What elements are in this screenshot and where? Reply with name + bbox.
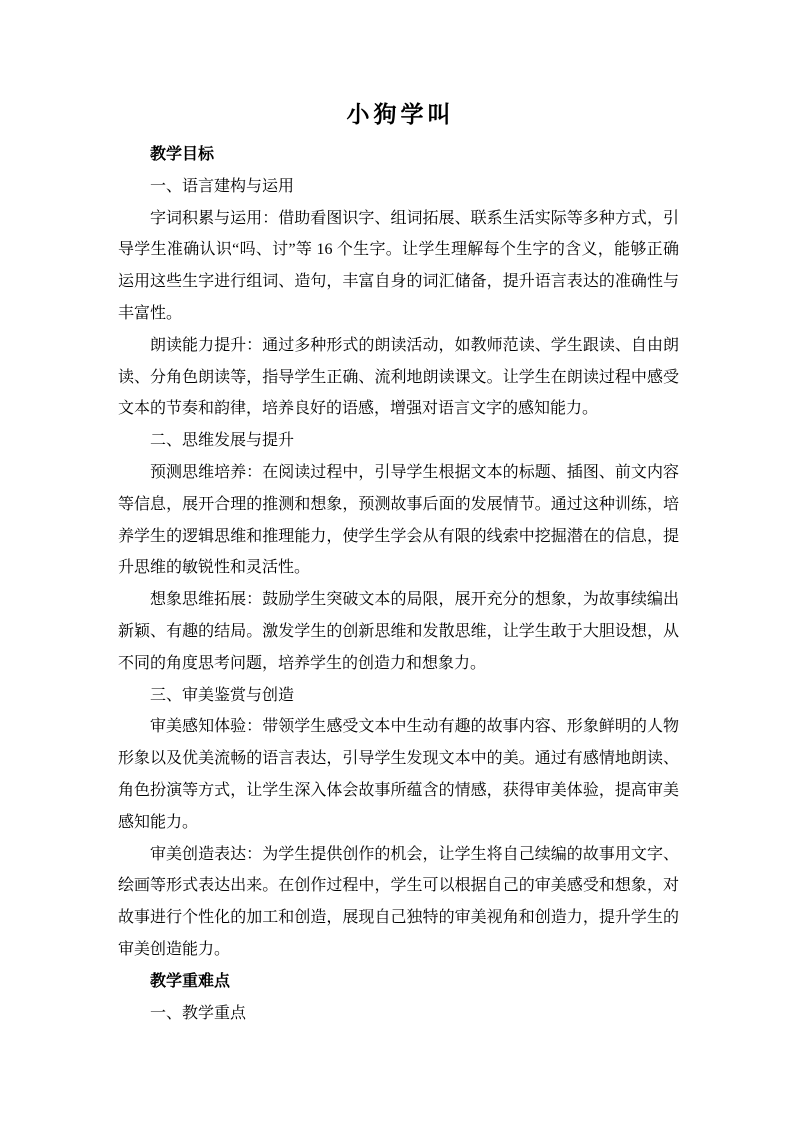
section-subheading: 一、语言建构与运用 [150,177,295,195]
paragraph: 预测思维培养：在阅读过程中，引导学生根据文本的标题、插图、前文内容等信息，展开合理的推测和想象，预测故事后面的发展情节。通过这种训练，培养学生的逻辑思维和推理能力，使学生学会从有限的线索中挖掘潜在的信息，提升思维的敏锐性和灵活性。 [118,463,679,577]
document-body [118,139,679,1029]
paragraph: 字词积累与运用：借助看图识字、组词拓展、联系生活实际等多种方式，引导学生准确认识“吗、讨”等 16 个生字。让学生理解每个生字的含义，能够正确运用这些生字进行组词、造句，丰富自身的词汇储备，提升语言表达的准确性与丰富性。 [118,209,679,322]
section-heading: 教学重难点 [150,972,231,990]
paragraph: 审美感知体验：带领学生感受文本中生动有趣的故事内容、形象鲜明的人物形象以及优美流畅的语言表达，引导学生发现文本中的美。通过有感情地朗读、角色扮演等方式，让学生深入体会故事所蕴含的情感，获得审美体验，提高审美感知能力。 [118,718,679,831]
paragraph: 想象思维拓展：鼓励学生突破文本的局限，展开充分的想象，为故事续编出新颖、有趣的结局。激发学生的创新思维和发散思维，让学生敢于大胆设想，从不同的角度思考问题，培养学生的创造力和想象力。 [118,591,679,672]
paragraph: 审美创造表达：为学生提供创作的机会，让学生将自己续编的故事用文字、绘画等形式表达出来。在创作过程中，学生可以根据自己的审美感受和想象，对故事进行个性化的加工和创造，展现自己独特的审美视角和创造力，提升学生的审美创造能力。 [118,845,679,958]
document-content [118,97,679,1029]
section-subheading: 三、审美鉴赏与创造 [150,686,295,704]
section-heading: 教学目标 [150,146,215,163]
section-subheading: 一、教学重点 [150,1004,247,1022]
section-subheading: 二、思维发展与提升 [150,432,295,450]
paragraph: 朗读能力提升：通过多种形式的朗读活动，如教师范读、学生跟读、自由朗读、分角色朗读等，指导学生正确、流利地朗读课文。让学生在朗读过程中感受文本的节奏和韵律，培养良好的语感，增强对语言文字的感知能力。 [118,336,679,418]
document-title: 小狗学叫 [346,102,455,127]
